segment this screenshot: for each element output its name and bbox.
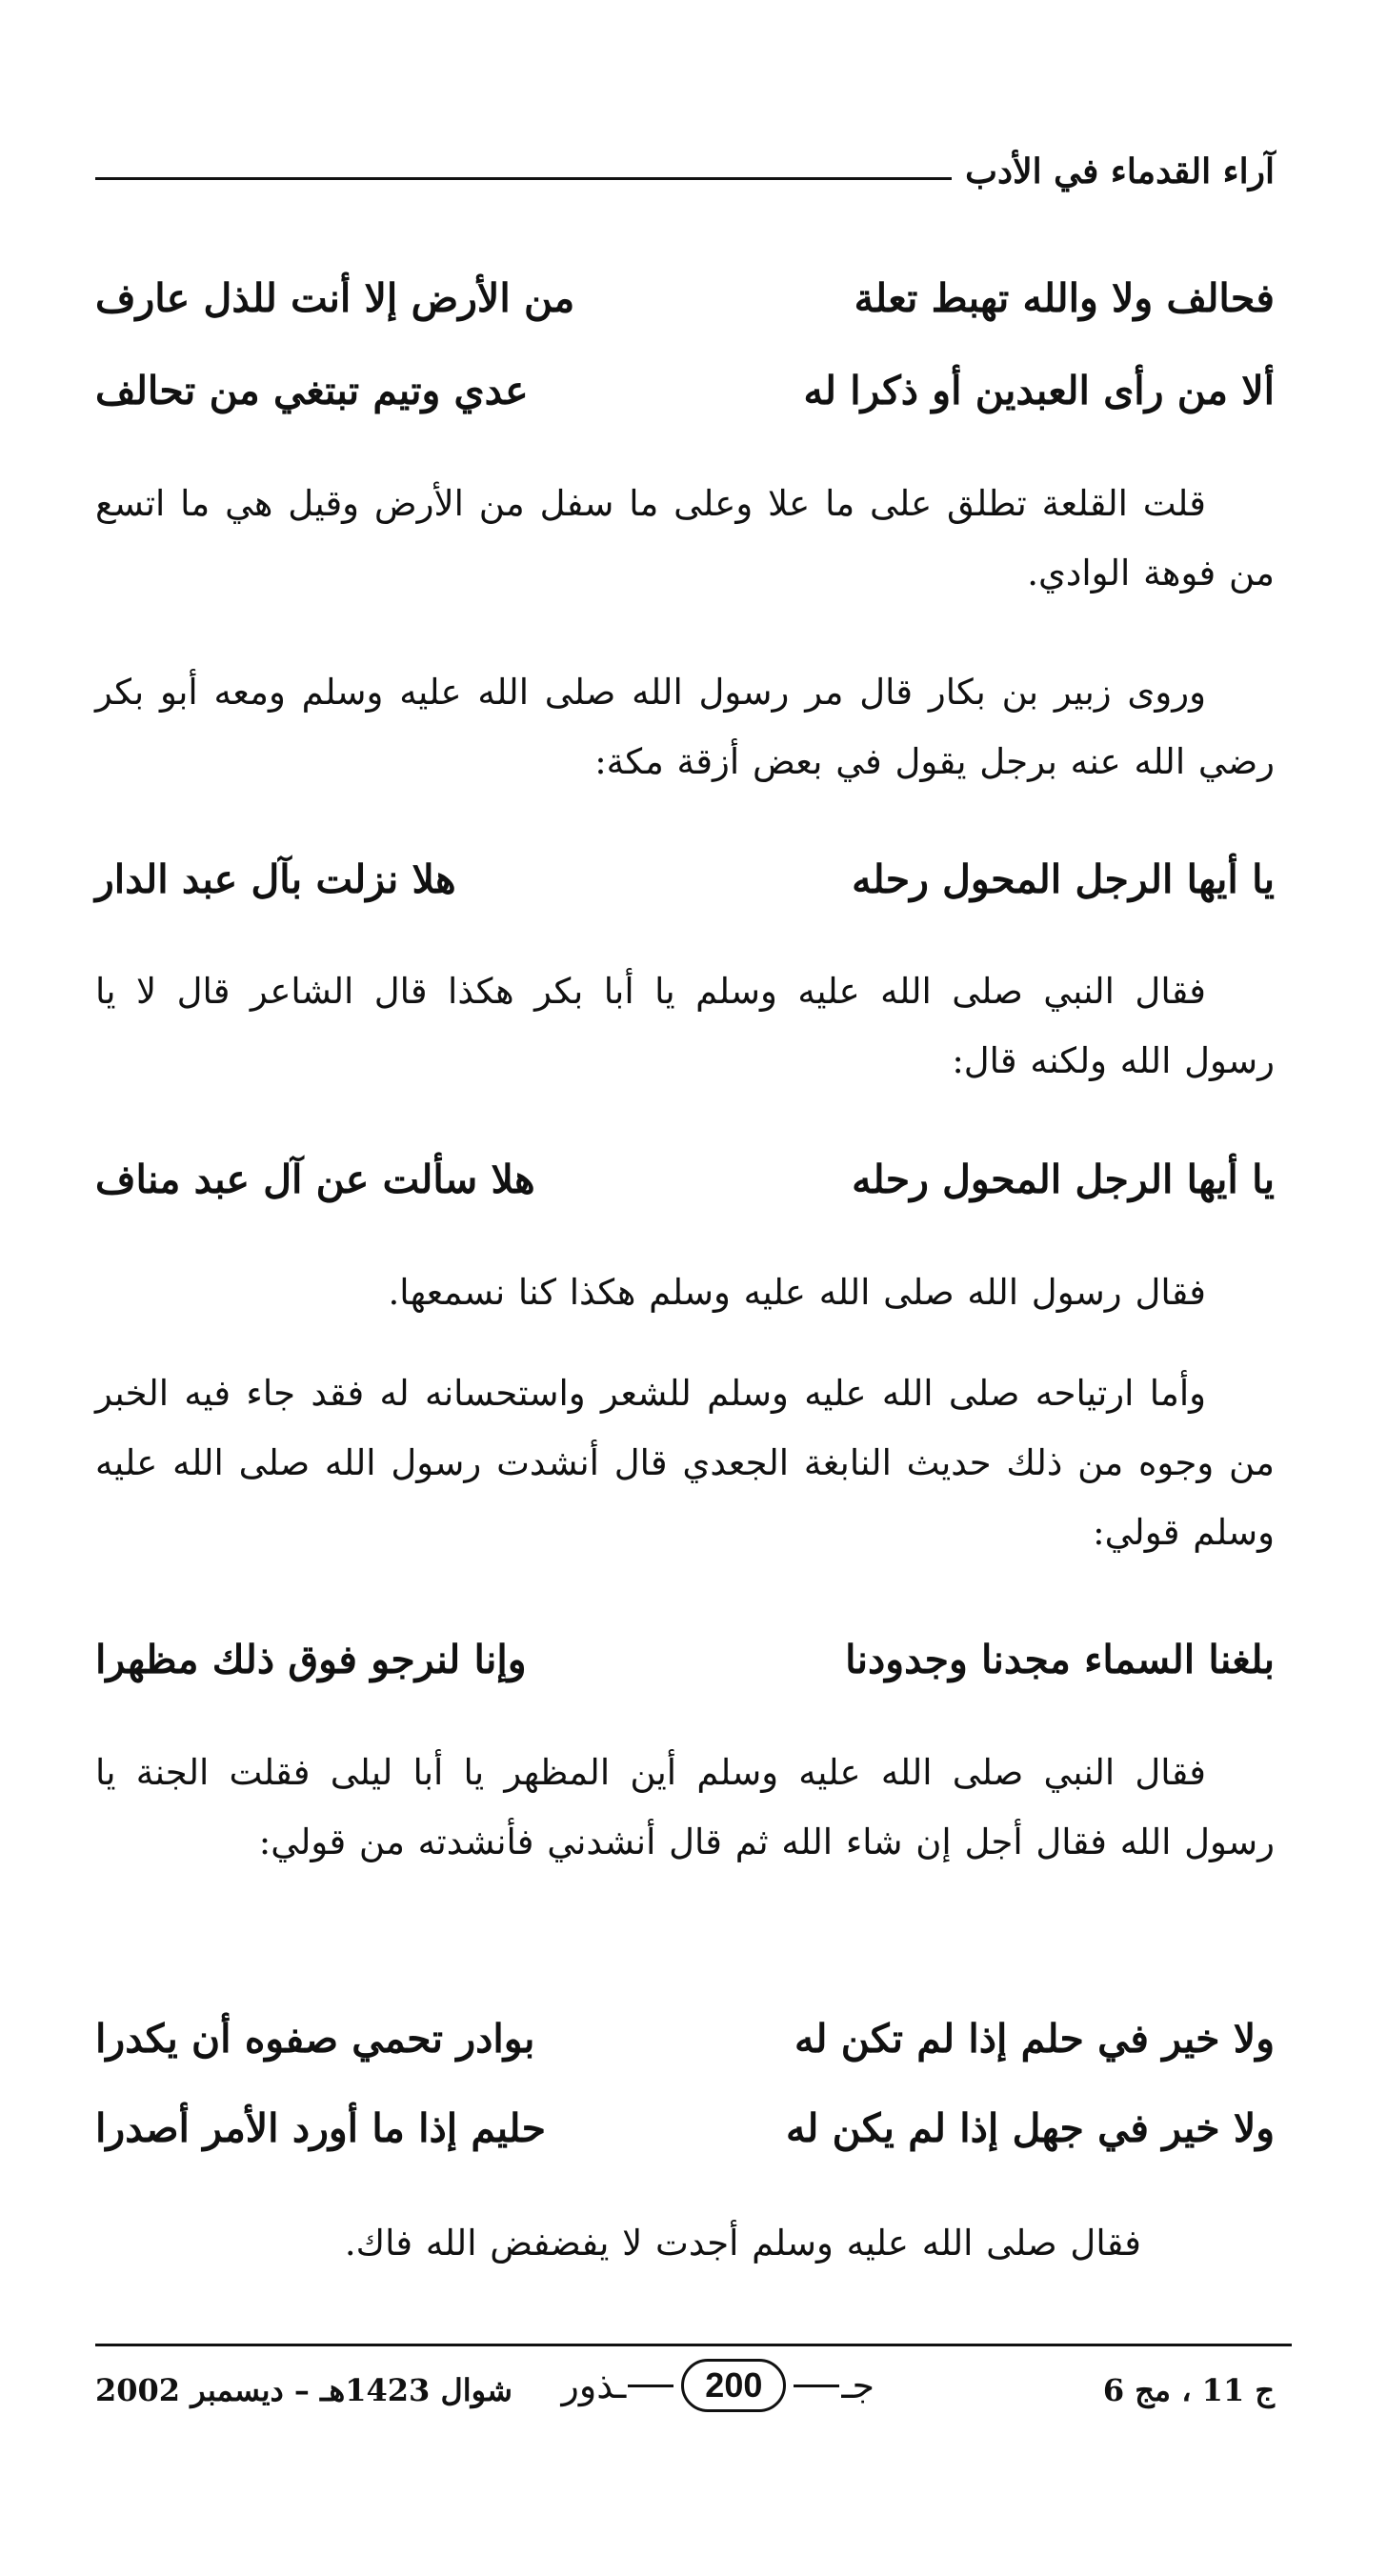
- verse-line: [95, 2010, 1275, 2067]
- kashida-line: [794, 2385, 839, 2387]
- verse-first-half: ألا من رأى العبدين أو ذكرا له: [803, 368, 1275, 413]
- issue-date: شوال 1423هـ – ديسمبر 2002: [95, 2372, 513, 2408]
- paragraph: [95, 1258, 1275, 1327]
- paragraph: [95, 469, 1275, 608]
- paragraph-text: فقال صلى الله عليه وسلم أجدت لا يفضفض الله فاك.: [344, 2223, 1141, 2264]
- issue-number: ج 11 ، مج 6: [1102, 2372, 1275, 2408]
- header-rule: [95, 177, 952, 180]
- verse-first-half: ولا خير في جهل إذا لم يكن له: [785, 2105, 1275, 2151]
- paragraph-text: قلت القلعة تطلق على ما علا وعلى ما سفل من الأرض وقيل هي ما اتسع من فوهة الوادي.: [95, 483, 1275, 594]
- header-title: آراء القدماء في الأدب: [965, 151, 1275, 191]
- verse-first-half: يا أيها الرجل المحول رحله: [852, 1157, 1275, 1202]
- verse-second-half: وإنا لنرجو فوق ذلك مظهرا: [95, 1637, 527, 1682]
- verse-line: [95, 1631, 1275, 1688]
- verse-line: [95, 1151, 1275, 1208]
- paragraph: [95, 1358, 1275, 1567]
- paragraph: [95, 657, 1275, 796]
- paragraph: [95, 956, 1275, 1096]
- verse-line: [95, 362, 1275, 419]
- verse-second-half: عدي وتيم تبتغي من تحالف: [95, 368, 529, 413]
- verse-first-half: يا أيها الرجل المحول رحله: [852, 856, 1275, 902]
- page-footer: [95, 2353, 1275, 2448]
- verse-second-half: هلا نزلت بآل عبد الدار: [95, 856, 456, 902]
- verse-second-half: حليم إذا ما أورد الأمر أصدرا: [95, 2105, 546, 2151]
- verse-line: [95, 2100, 1275, 2157]
- verse-first-half: فحالف ولا والله تهبط تعلة: [854, 275, 1275, 321]
- paragraph-text: فقال رسول الله صلى الله عليه وسلم هكذا كنا نسمعها.: [388, 1272, 1206, 1313]
- magazine-name-end: ـذور: [561, 2365, 627, 2406]
- running-header: [95, 143, 1275, 200]
- verse-line: [95, 851, 1275, 908]
- footer-rule: [95, 2344, 1292, 2346]
- paragraph-text: وروى زبير بن بكار قال مر رسول الله صلى الله عليه وسلم ومعه أبو بكر رضي الله عنه برجل يقول في بعض أزقة مكة:: [95, 672, 1275, 782]
- verse-second-half: من الأرض إلا أنت للذل عارف: [95, 275, 575, 321]
- paragraph: [95, 2208, 1275, 2278]
- verse-first-half: ولا خير في حلم إذا لم تكن له: [794, 2016, 1275, 2062]
- paragraph-text: وأما ارتياحه صلى الله عليه وسلم للشعر واستحسانه له فقد جاء فيه الخبر من وجوه من ذلك حديث النابغة الجعدي قال أنشدت رسول الله صلى الله عليه وسلم قولي:: [95, 1373, 1275, 1553]
- verse-line: [95, 270, 1275, 327]
- page-number: 200: [681, 2359, 786, 2412]
- verse-second-half: بوادر تحمي صفوه أن يكدرا: [95, 2016, 535, 2062]
- magazine-name-start: جـ: [841, 2365, 874, 2406]
- verse-second-half: هلا سألت عن آل عبد مناف: [95, 1157, 535, 1202]
- paragraph: [95, 1738, 1275, 1877]
- paragraph-text: فقال النبي صلى الله عليه وسلم أين المظهر يا أبا ليلى فقلت الجنة يا رسول الله فقال أجل إن شاء الله ثم قال أنشدني فأنشدته من قولي:: [95, 1752, 1275, 1862]
- verse-first-half: بلغنا السماء مجدنا وجدودنا: [845, 1637, 1275, 1682]
- kashida-line: [628, 2385, 673, 2387]
- magazine-name: [562, 2359, 874, 2412]
- paragraph-text: فقال النبي صلى الله عليه وسلم يا أبا بكر هكذا قال الشاعر قال لا يا رسول الله ولكنه قال:: [95, 971, 1275, 1081]
